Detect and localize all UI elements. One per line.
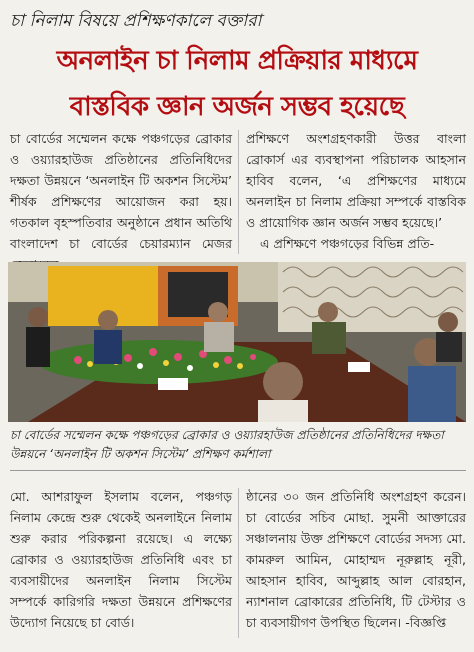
- article-paragraph: মো. আশরাফুল ইসলাম বলেন, পঞ্চগড় নিলাম কেন্দ্রে শুরু থেকেই অনলাইনে নিলাম শুরু করার পরিকল্পনা রয়েছে। এ লক্ষ্যে ব্রোকার ও ওয়্যারহাউজ প্রতিনিধি এবং চা ব্যবসায়ীদের অনলাইন নিলাম সিস্টেম সম্পর্কে কারিগরি দক্ষতা উন্নয়নে প্রশিক্ষণের উদ্যোগ নিয়েছে চা বোর্ড।: [10, 489, 232, 630]
- article-paragraph: প্রশিক্ষণে অংশগ্রহণকারী উত্তর বাংলা ব্রোকার্স এর ব্যবস্থাপনা পরিচালক আহসান হাবিব বলেন, ‘এ প্রশিক্ষণের মাধ্যমে অনলাইন চা নিলাম প্রক্রিয়া সম্পর্কে বাস্তবিক ও প্রায়োগিক জ্ঞান অর্জন সম্ভব হয়েছে।’: [246, 131, 466, 230]
- article-column-3: [10, 486, 232, 646]
- headline-line-2: বাস্তবিক জ্ঞান অর্জন সম্ভব হয়েছে: [69, 92, 405, 122]
- article-column-1: [10, 128, 232, 258]
- meeting-photo-illustration: [8, 262, 466, 422]
- article-paragraph: এ প্রশিক্ষণে পঞ্চগড়ের বিভিন্ন প্রতি-: [260, 236, 435, 251]
- article-column-2: [246, 128, 466, 258]
- headline-line-1: অনলাইন চা নিলাম প্রক্রিয়ার মাধ্যমে: [56, 46, 418, 76]
- column-divider: [238, 130, 239, 254]
- article-paragraph: ষ্ঠানের ৩০ জন প্রতিনিধি অংশগ্রহণ করেন। চা বোর্ডের সচিব মোছা. সুমনী আক্তারের সঞ্চালনায় উক্ত প্রশিক্ষণে বোর্ডের সদস্য মো. কামরুল আমিন, মোহাম্মদ নূরুল্লাহ নূরী, আহসান হাবিব, আব্দুল্লাহ আল বোরহান, ন্যাশনাল ব্রোকারের প্রতিনিধি, টি টেস্টার ও চা ব্যবসায়ীগণ উপস্থিত ছিলেন। -বিজ্ঞপ্তি: [246, 489, 466, 630]
- kicker: চা নিলাম বিষয়ে প্রশিক্ষণকালে বক্তারা: [10, 11, 262, 31]
- column-divider: [238, 488, 239, 638]
- photo-caption: চা বোর্ডের সম্মেলন কক্ষে পঞ্চগড়ের ব্রোকার ও ওয়্যারহাউজ প্রতিষ্ঠানের প্রতিনিধিদের দক্ষতা উন্নয়নে ‘অনলাইন টি অকশন সিস্টেম’ প্রশিক্ষণ কর্মশালা: [10, 428, 444, 461]
- article-column-4: [246, 486, 466, 646]
- article-paragraph: চা বোর্ডের সম্মেলন কক্ষে পঞ্চগড়ের ব্রোকার ও ওয়্যারহাউজ প্রতিষ্ঠানের প্রতিনিধিদের দক্ষতা উন্নয়নে ‘অনলাইন টি অকশন সিস্টেম’ শীর্ষক প্রশিক্ষণের আয়োজন করা হয়। গতকাল বৃহস্পতিবার অনুষ্ঠানে প্রধান অতিথি বাংলাদেশ চা বোর্ডের চেয়ারম্যান মেজর: [10, 131, 232, 251]
- meeting-photo: [8, 262, 466, 422]
- caption-rule: [10, 470, 466, 471]
